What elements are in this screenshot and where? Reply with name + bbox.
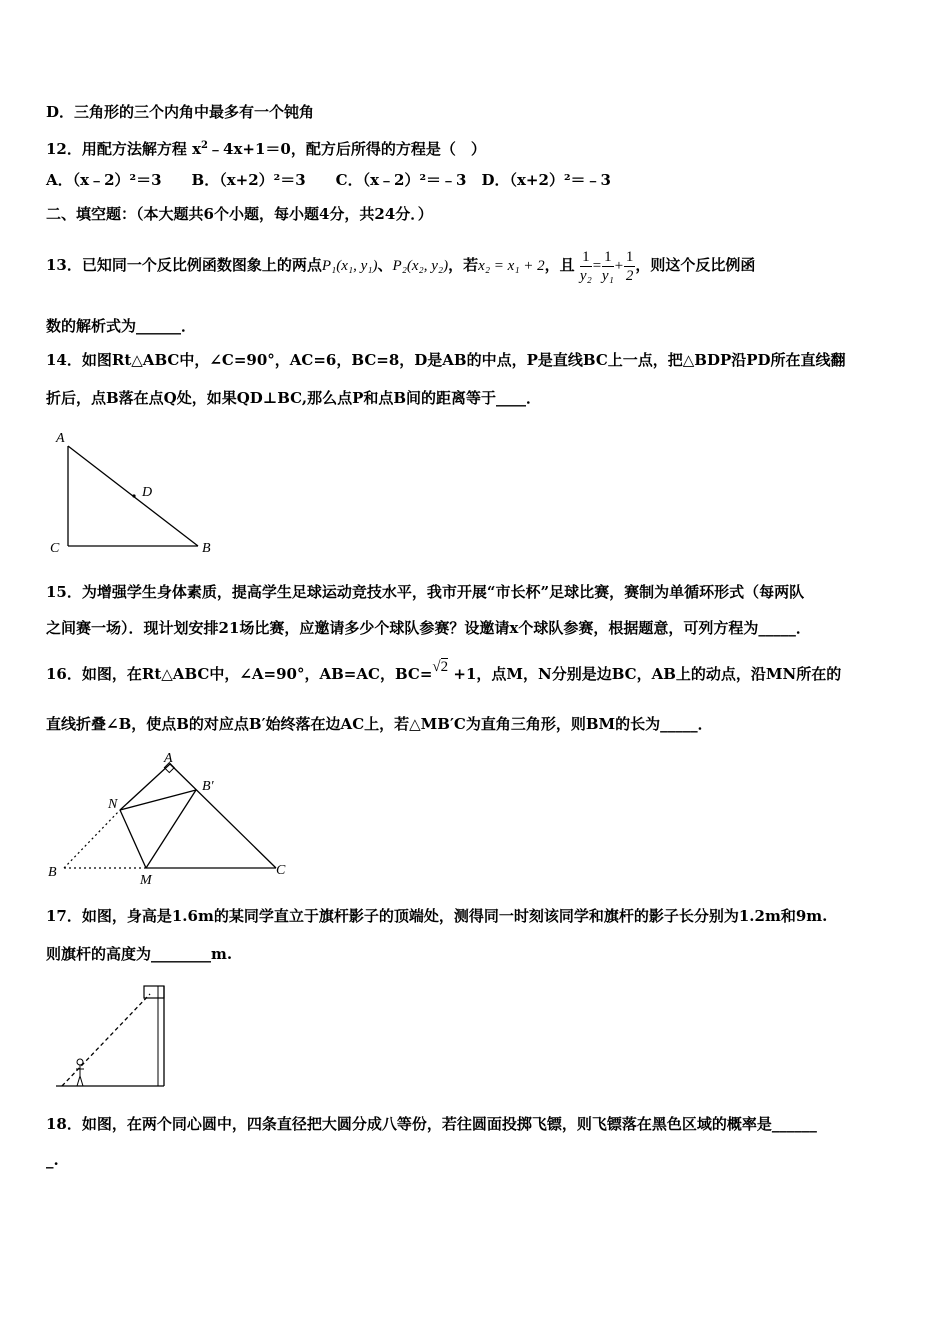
q16-label-b: B	[48, 865, 57, 880]
q15-line1: 15．为增强学生身体素质，提高学生足球运动竞技水平，我市开展“市长杯”足球比赛，赛制为单循环形式（每两队	[46, 583, 805, 601]
q17-flag	[144, 986, 164, 998]
q16-side-ac	[170, 764, 276, 868]
q13-frac2	[602, 248, 614, 285]
q16-line1	[46, 659, 904, 685]
q14-figure	[46, 428, 226, 558]
q13-f1-num: 1	[580, 248, 592, 267]
q12-sup: 2	[201, 140, 209, 151]
q14-line1: 14．如图Rt△ABC中，∠C=90°，AC=6，BC=8，D是AB的中点，P是直线BC上一点，把△BDP沿PD所在直线翻	[46, 351, 846, 369]
q16-sqrt-arg: 2	[440, 659, 449, 675]
q14-label-b: B	[202, 541, 211, 556]
q16-label-c: C	[276, 863, 286, 878]
q13-line2: 数的解析式为______．	[46, 317, 197, 335]
q13-prefix: 13．已知同一个反比例函数图象上的两点	[46, 256, 322, 274]
q16-label-bp: B′	[202, 779, 214, 794]
q15-line2: 之间赛一场）．现计划安排21场比赛，应邀请多少个球队参赛？设邀请x个球队参赛，根据题意，可列方程为_____．	[46, 619, 811, 637]
q18-line2: _.	[46, 1151, 59, 1169]
q17-sunray	[62, 994, 150, 1086]
q16-line1b: +1，点M，N分别是边BC，AB上的动点，沿MN所在的	[448, 665, 842, 683]
q16-sqrt: √2	[432, 659, 449, 675]
q13-f3-den: 2	[625, 267, 634, 284]
q14-label-c: C	[50, 541, 60, 556]
q13-p2: P₂(x₂, y₂)	[392, 258, 449, 274]
q17-line2: 则旗杆的高度为________m.	[46, 945, 233, 963]
q13-plus: +	[613, 258, 624, 274]
q17-person-leg-right	[80, 1076, 83, 1086]
q13-mid: ，若	[448, 256, 479, 274]
q13-and: ，且	[544, 256, 575, 274]
section2-title: 二、填空题：（本大题共6个小题，每小题4分，共24分．）	[46, 205, 433, 223]
q16-side-bn	[64, 810, 120, 868]
q18-line1: 18．如图，在两个同心圆中，四条直径把大圆分成八等份，若往圆面投掷飞镖，则飞镖落在黑色区域的概率是______	[46, 1115, 817, 1133]
q14-point-d	[132, 494, 135, 497]
q12-text-a: 12．用配方法解方程 x	[46, 140, 202, 158]
q12-text-b: ﹣4x+1＝0，配方后所得的方程是（ ）	[208, 140, 486, 158]
q13-frac1	[580, 248, 592, 285]
q13-f2-num: 1	[602, 248, 614, 267]
q13-f2-den: y₁	[601, 267, 614, 284]
q16-label-a: A	[164, 751, 173, 766]
q16-label-m: M	[140, 873, 152, 888]
q13-suffix: ，则这个反比例函	[635, 256, 756, 274]
q13-frac3	[624, 248, 636, 285]
q14-line2: 折后，点B落在点Q处，如果QD⊥BC,那么点P和点B间的距离等于____．	[46, 389, 542, 407]
q17-figure	[46, 978, 176, 1096]
q16-label-n: N	[108, 797, 118, 812]
q13-f3-num: 1	[625, 248, 634, 265]
q11-option-d: D．三角形的三个内角中最多有一个钝角	[46, 103, 315, 121]
q16-seg-nm	[120, 810, 146, 868]
q16-line1a: 16．如图，在Rt△ABC中，∠A=90°，AB=AC，BC=	[46, 665, 433, 683]
q12-stem	[46, 136, 904, 159]
q13-cond: x₂ = x₁ + 2	[478, 258, 545, 274]
q13-stem	[46, 246, 904, 285]
q17-line1: 17．如图，身高是1.6m的某同学直立于旗杆影子的顶端处，测得同一时刻该同学和旗杆的影子长分别为1.2m和9m.	[46, 907, 828, 925]
q13-eq: =	[591, 258, 602, 274]
q17-person-leg-left	[77, 1076, 80, 1086]
q12-options: A．（x﹣2）²＝3 B．（x+2）²＝3 C．（x﹣2）²＝﹣3 D．（x+2）²＝﹣3	[46, 171, 611, 189]
q14-label-d: D	[142, 485, 153, 500]
q13-sep: 、	[377, 256, 393, 274]
q16-figure	[46, 752, 296, 892]
q17-person-head	[77, 1059, 83, 1065]
q16-line2: 直线折叠∠B，使点B的对应点B′始终落在边AC上，若△MB′C为直角三角形，则BM的长为_____．	[46, 715, 713, 733]
q14-label-a: A	[56, 431, 65, 446]
q13-f1-den: y₂	[579, 267, 592, 284]
q13-p1: P₁(x₁, y₁)	[321, 258, 378, 274]
